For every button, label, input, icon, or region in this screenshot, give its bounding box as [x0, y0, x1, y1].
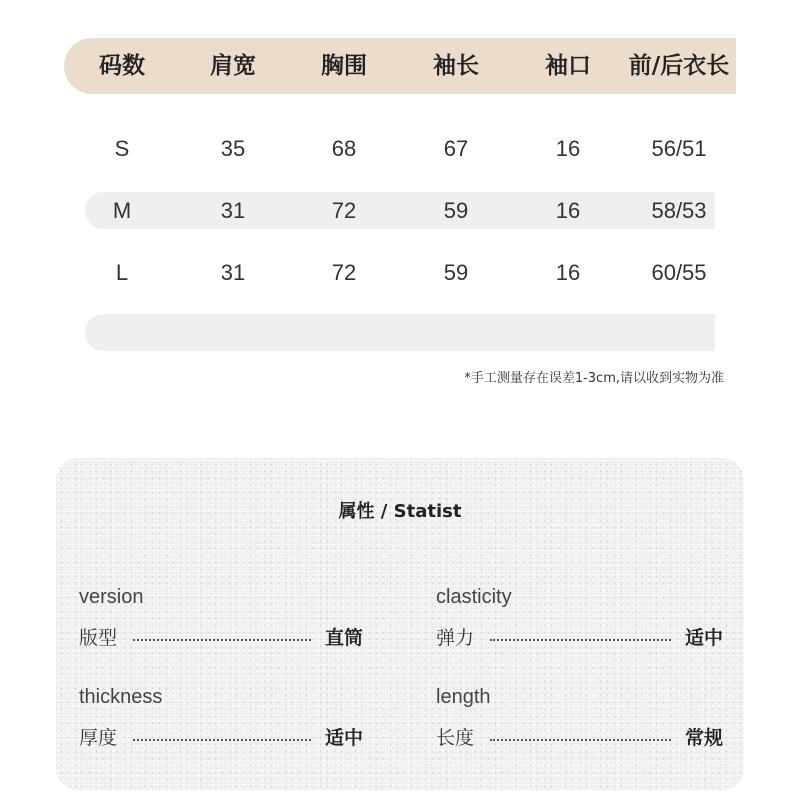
attr-thickness-cn: 厚度: [79, 726, 118, 749]
measurement-note: *手工测量存在误差1-3cm,请以收到实物为准: [464, 371, 724, 386]
attributes-title: 属性 / Statist: [338, 501, 462, 522]
table-cell: 31: [220, 198, 246, 223]
table-cell: 72: [331, 260, 357, 285]
header-size: 码数: [99, 53, 145, 79]
table-cell: 67: [443, 136, 469, 161]
attr-version-en: version: [79, 586, 144, 608]
attr-elasticity-cn: 弹力: [436, 626, 475, 649]
table-cell: 72: [331, 198, 357, 223]
attr-version-row: [79, 623, 363, 649]
attr-thickness-value: 适中: [324, 726, 363, 749]
table-cell: 16: [555, 198, 581, 223]
table-cell: 58/53: [651, 198, 707, 223]
header-chest: 胸围: [321, 53, 367, 79]
header-front-back-length: 前/后衣长: [628, 53, 730, 79]
header-cuff: 袖口: [545, 53, 591, 79]
table-cell: S: [114, 136, 130, 161]
table-cell: 59: [443, 260, 469, 285]
dotted-leader: [490, 739, 671, 741]
attr-version-value: 直筒: [324, 626, 363, 649]
attr-elasticity-value: 适中: [684, 626, 723, 649]
attr-length-cn: 长度: [436, 726, 475, 749]
table-cell: L: [115, 260, 129, 285]
attr-thickness-row: [79, 723, 363, 749]
attr-length-value: 常规: [684, 726, 723, 749]
header-sleeve-length: 袖长: [433, 53, 479, 79]
table-cell: M: [112, 198, 132, 223]
table-cell: 31: [220, 260, 246, 285]
dotted-leader: [133, 739, 311, 741]
attr-elasticity-row: [436, 623, 723, 649]
attr-length-en: length: [436, 686, 491, 708]
table-cell: 35: [220, 136, 246, 161]
attr-version-cn: 版型: [79, 626, 118, 649]
table-cell: 59: [443, 198, 469, 223]
table-cell: 56/51: [651, 136, 707, 161]
table-empty-row-stripe: [85, 314, 715, 351]
table-cell: 16: [555, 260, 581, 285]
attr-thickness-en: thickness: [79, 686, 163, 708]
table-cell: 16: [555, 136, 581, 161]
attr-elasticity-en: clasticity: [436, 586, 512, 608]
header-shoulder: 肩宽: [210, 53, 256, 79]
attr-length-row: [436, 723, 723, 749]
dotted-leader: [490, 639, 671, 641]
dotted-leader: [133, 639, 311, 641]
table-cell: 68: [331, 136, 357, 161]
table-cell: 60/55: [651, 260, 707, 285]
